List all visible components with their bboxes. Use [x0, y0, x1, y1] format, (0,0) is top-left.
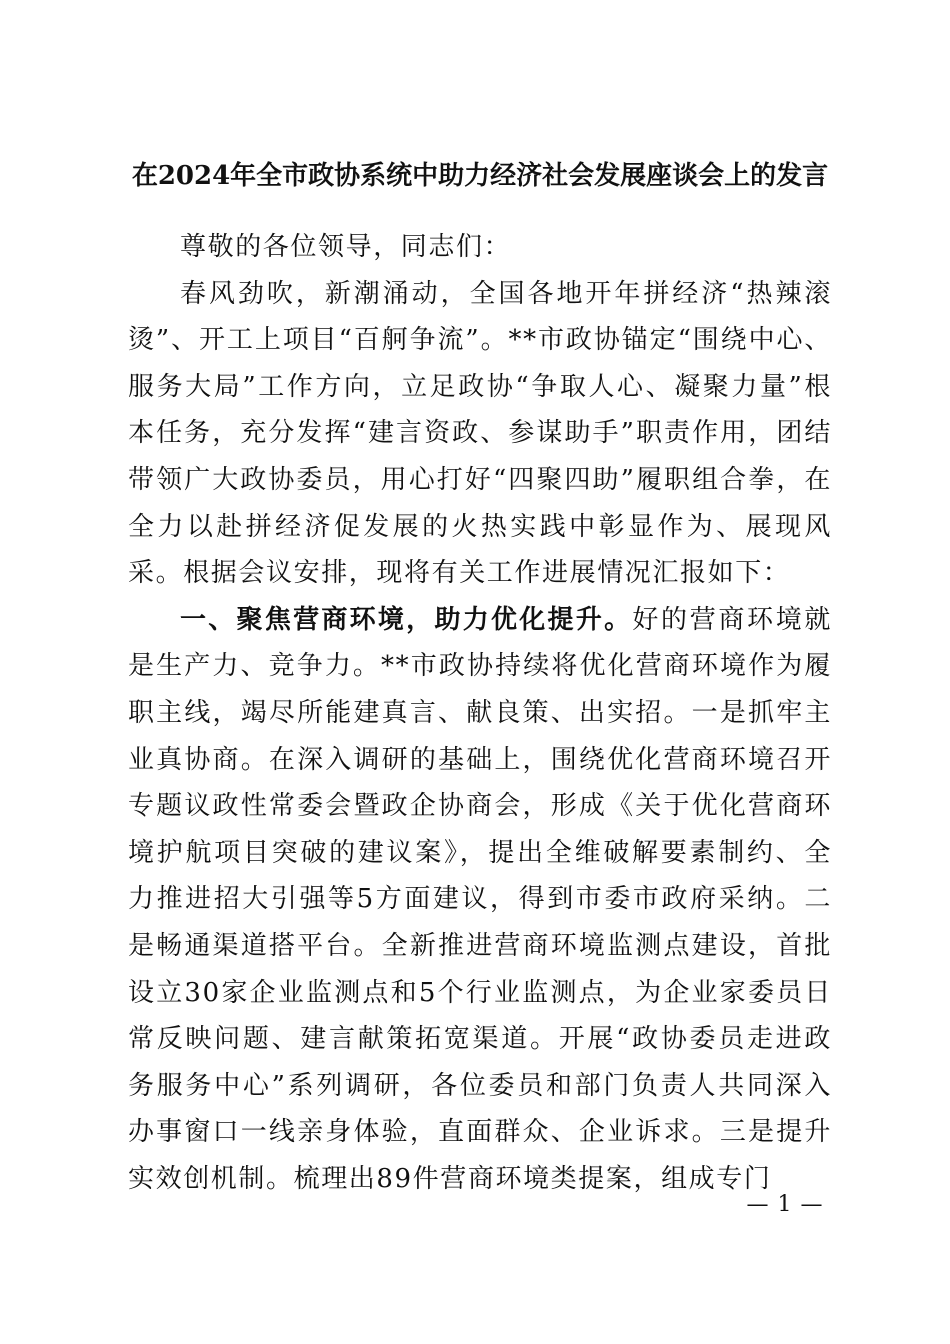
- section-1-heading: 一、聚焦营商环境，助力优化提升。: [180, 604, 633, 635]
- salutation: 尊敬的各位领导，同志们：: [180, 232, 512, 262]
- section-1-text: 好的营商环境就是生产力、竞争力。**市政协持续将优化营商环境作为履职主线，竭尽所能建真言、献良策、出实招。一是抓牢主业真协商。在深入调研的基础上，围绕优化营商环境召开专题议政性常委会暨政企协商会，形成《关于优化营商环境护航项目突破的建议案》，提出全维破解要素制约、全力推进招大引强等5方面建议，得到市委市政府采纳。二是畅通渠道搭平台。全新推进营商环境监测点建设，首批设立30家企业监测点和5个行业监测点，为企业家委员日常反映问题、建言献策拓宽渠道。开展“政协委员走进政务服务中心”系列调研，各位委员和部门负责人共同深入办事窗口一线亲身体验，直面群众、企业诉求。三是提升实效创机制。梳理出89件营商环境类提案，组成专门: [128, 604, 832, 1194]
- document-body: [128, 224, 832, 1202]
- paragraph-section-1: [128, 597, 832, 1203]
- paragraph-intro: [128, 271, 832, 597]
- paragraph-intro-text: 春风劲吹，新潮涌动，全国各地开年拼经济“热辣滚烫”、开工上项目“百舸争流”。**市政协锚定“围绕中心、服务大局”工作方向，立足政协“争取人心、凝聚力量”根本任务，充分发挥“建言资政、参谋助手”职责作用，团结带领广大政协委员，用心打好“四聚四助”履职组合拳，在全力以赴拼经济促发展的火热实践中彰显作为、展现风采。根据会议安排，现将有关工作进展情况汇报如下：: [128, 278, 832, 589]
- document-title: 在2024年全市政协系统中助力经济社会发展座谈会上的发言: [131, 161, 829, 191]
- page-number: — 1 —: [746, 1192, 824, 1217]
